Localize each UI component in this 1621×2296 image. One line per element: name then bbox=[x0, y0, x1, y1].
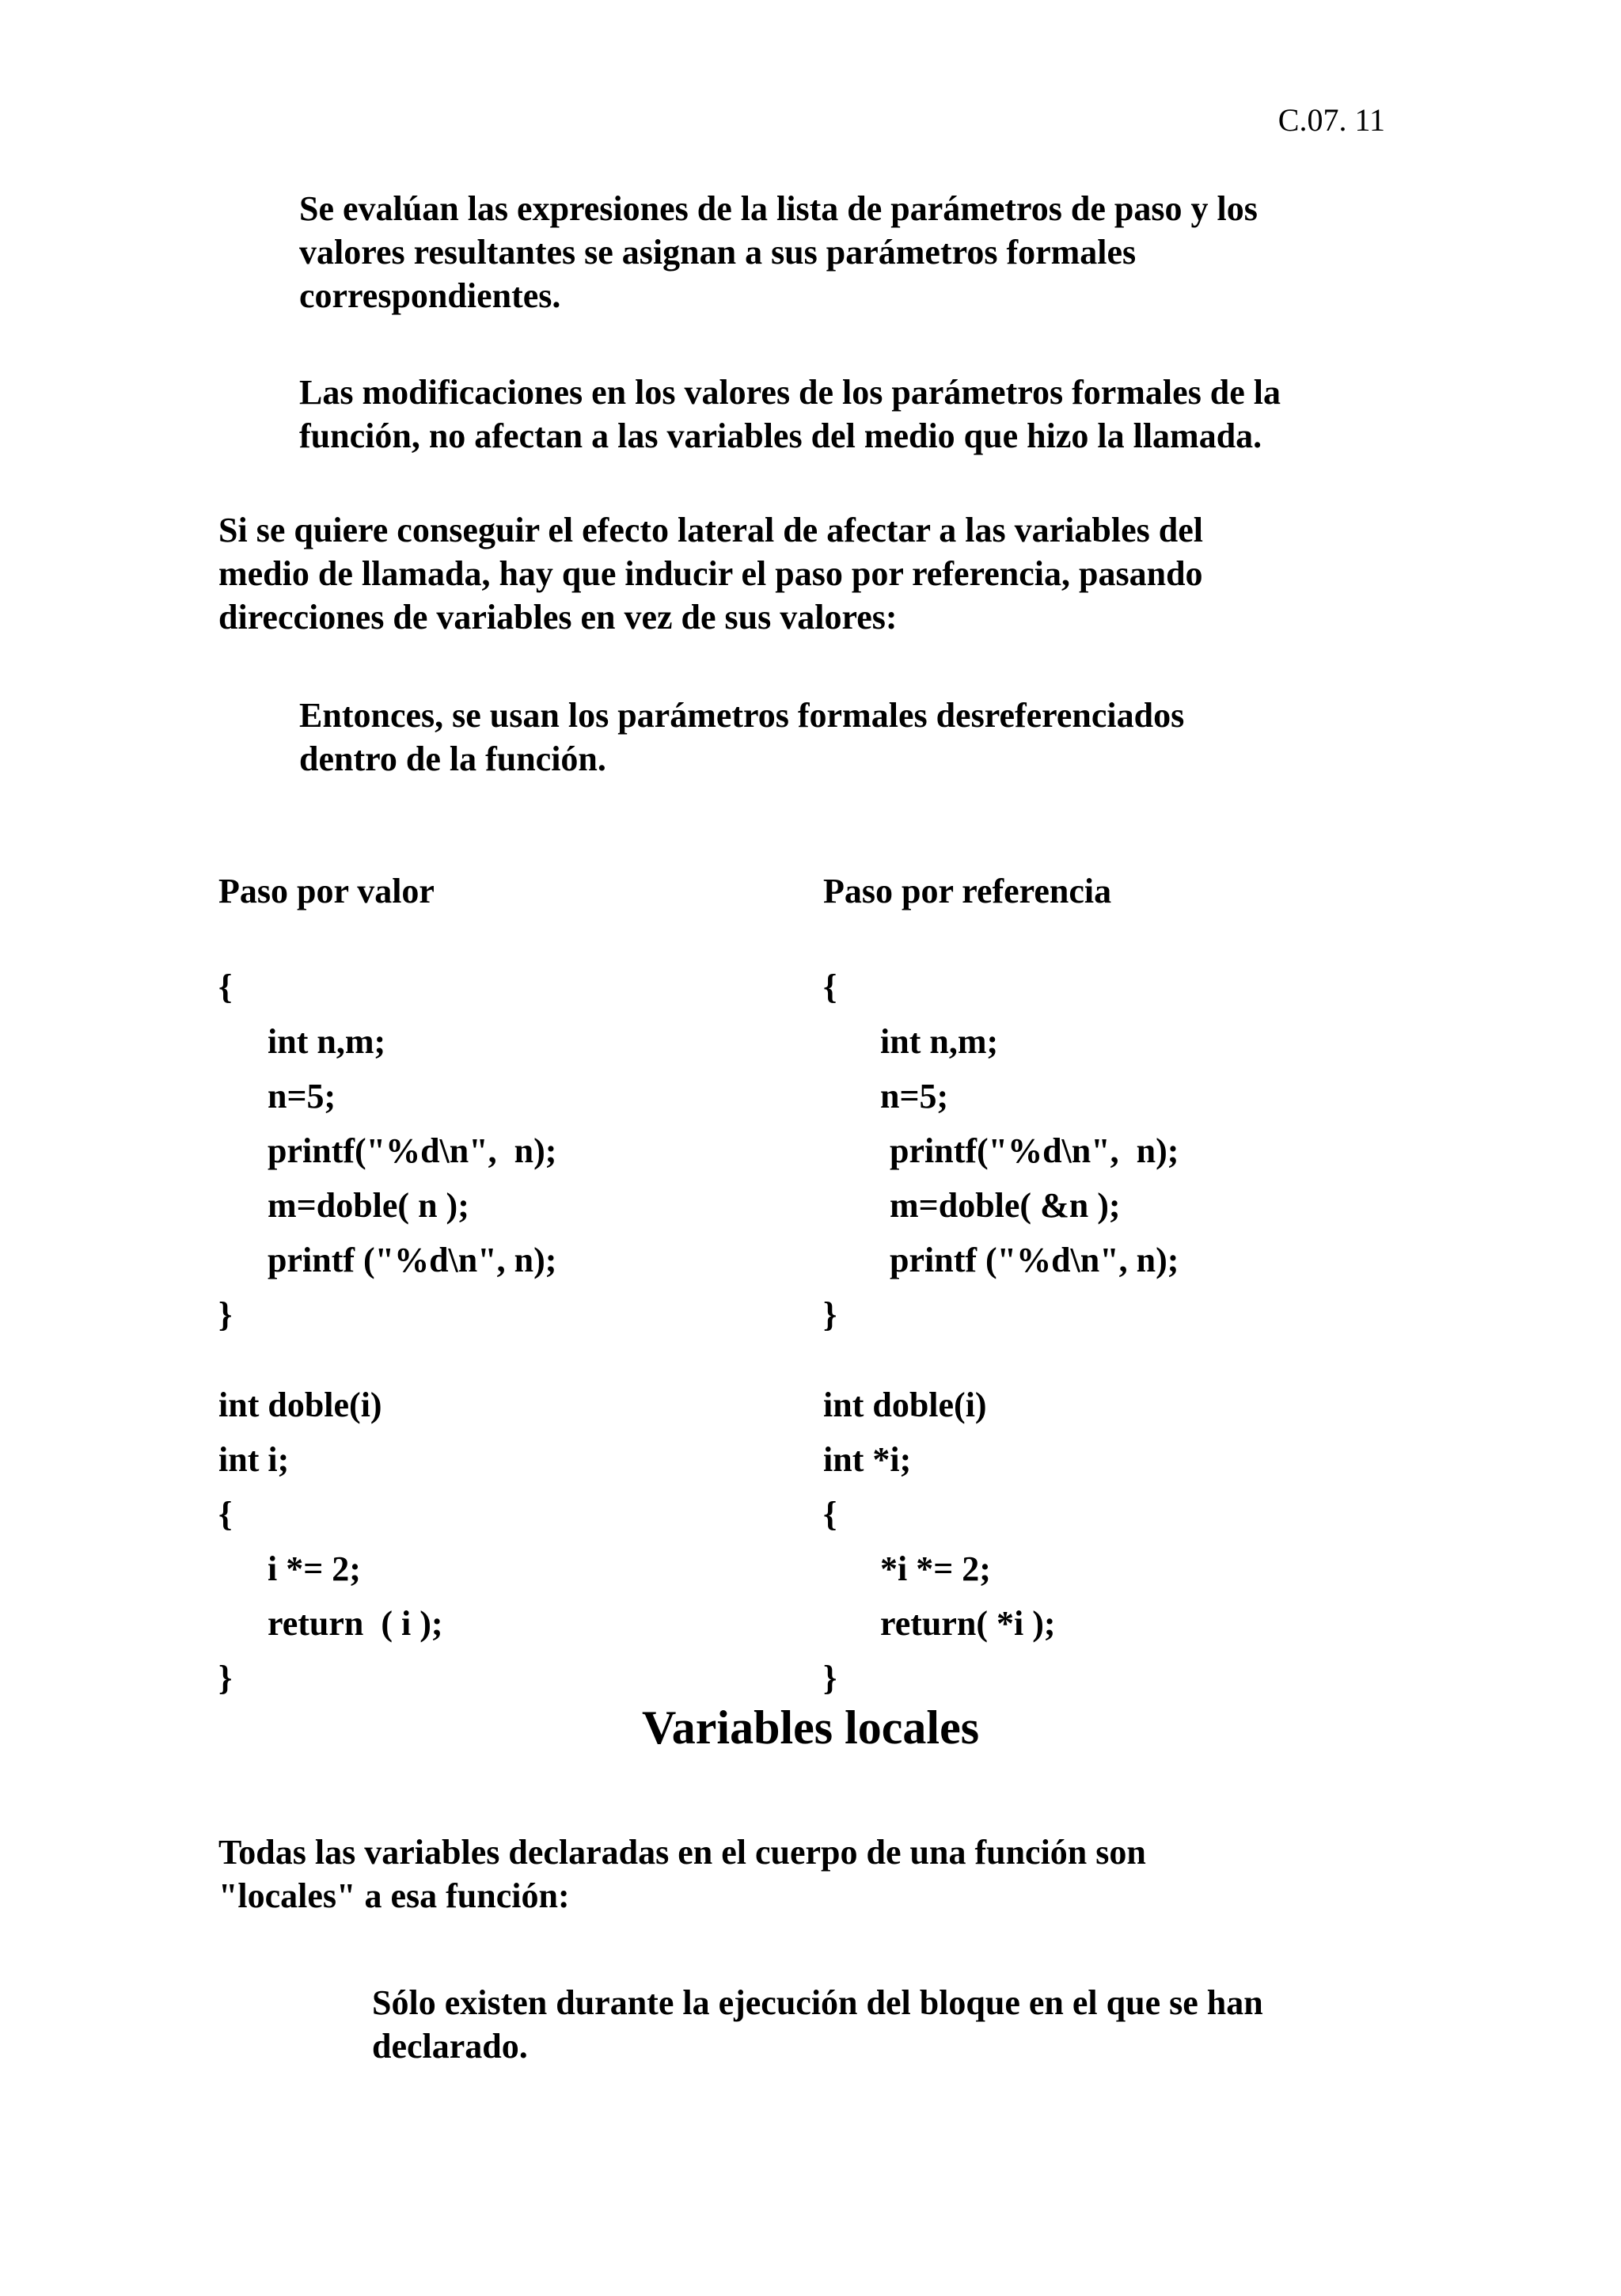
code-line: } bbox=[823, 1659, 837, 1697]
text-line: función, no afectan a las variables del medio que hizo la llamada. bbox=[299, 416, 1262, 455]
page-number: C.07. 11 bbox=[1277, 102, 1385, 138]
code-block-valor-main bbox=[218, 960, 556, 1342]
code-block-referencia-main bbox=[823, 960, 1179, 1342]
paragraph-local-variables bbox=[218, 1830, 1146, 1918]
code-line: { bbox=[218, 967, 233, 1006]
code-line: printf ("%d\n", n); bbox=[890, 1241, 1179, 1279]
paragraph-dereferenced bbox=[299, 694, 1184, 781]
section-title: Variables locales bbox=[641, 1701, 980, 1754]
code-line: printf ("%d\n", n); bbox=[268, 1241, 557, 1279]
code-line: } bbox=[218, 1295, 233, 1334]
paragraph-lifetime bbox=[372, 1981, 1263, 2068]
code-line: { bbox=[823, 967, 837, 1006]
code-line: *i *= 2; bbox=[880, 1549, 991, 1588]
text-line: Todas las variables declaradas en el cuerpo de una función son bbox=[218, 1833, 1146, 1872]
code-line: } bbox=[823, 1295, 837, 1334]
text-line: Si se quiere conseguir el efecto lateral de afectar a las variables del bbox=[218, 511, 1203, 549]
code-line: printf("%d\n", n); bbox=[890, 1131, 1179, 1170]
code-line: int doble(i) bbox=[218, 1386, 382, 1424]
text-line: Entonces, se usan los parámetros formales desreferenciados bbox=[299, 696, 1185, 735]
text-line: Se evalúan las expresiones de la lista de parámetros de paso y los bbox=[299, 189, 1258, 228]
code-line: m=doble( &n ); bbox=[890, 1186, 1121, 1225]
code-line: return ( i ); bbox=[268, 1604, 443, 1643]
text-line: medio de llamada, hay que inducir el paso por referencia, pasando bbox=[218, 554, 1203, 593]
text-line: correspondientes. bbox=[299, 276, 561, 315]
text-line: "locales" a esa función: bbox=[218, 1876, 570, 1915]
code-line: { bbox=[218, 1495, 233, 1534]
paragraph-modifications bbox=[299, 371, 1281, 458]
text-line: direcciones de variables en vez de sus valores: bbox=[218, 598, 898, 637]
paragraph-side-effect bbox=[218, 508, 1203, 639]
paragraph-evaluation bbox=[299, 187, 1258, 317]
heading-paso-por-valor: Paso por valor bbox=[218, 872, 435, 910]
code-block-referencia-doble bbox=[823, 1378, 1056, 1705]
code-line: int n,m; bbox=[880, 1022, 999, 1061]
code-line: n=5; bbox=[268, 1077, 336, 1116]
code-line: return( *i ); bbox=[880, 1604, 1056, 1643]
text-line: declarado. bbox=[372, 2027, 528, 2066]
code-line: n=5; bbox=[880, 1077, 949, 1116]
code-line: int i; bbox=[218, 1440, 290, 1479]
code-line: int doble(i) bbox=[823, 1386, 987, 1424]
text-line: Sólo existen durante la ejecución del bloque en el que se han bbox=[372, 1983, 1263, 2022]
code-line: { bbox=[823, 1495, 837, 1534]
text-line: Las modificaciones en los valores de los parámetros formales de la bbox=[299, 373, 1281, 412]
code-line: printf("%d\n", n); bbox=[268, 1131, 557, 1170]
heading-paso-por-referencia: Paso por referencia bbox=[823, 872, 1112, 910]
code-line: int *i; bbox=[823, 1440, 912, 1479]
code-line: } bbox=[218, 1659, 233, 1697]
code-block-valor-doble bbox=[218, 1378, 443, 1705]
text-line: dentro de la función. bbox=[299, 739, 606, 778]
code-line: m=doble( n ); bbox=[268, 1186, 469, 1225]
code-line: i *= 2; bbox=[268, 1549, 361, 1588]
code-line: int n,m; bbox=[268, 1022, 386, 1061]
text-line: valores resultantes se asignan a sus parámetros formales bbox=[299, 233, 1137, 272]
